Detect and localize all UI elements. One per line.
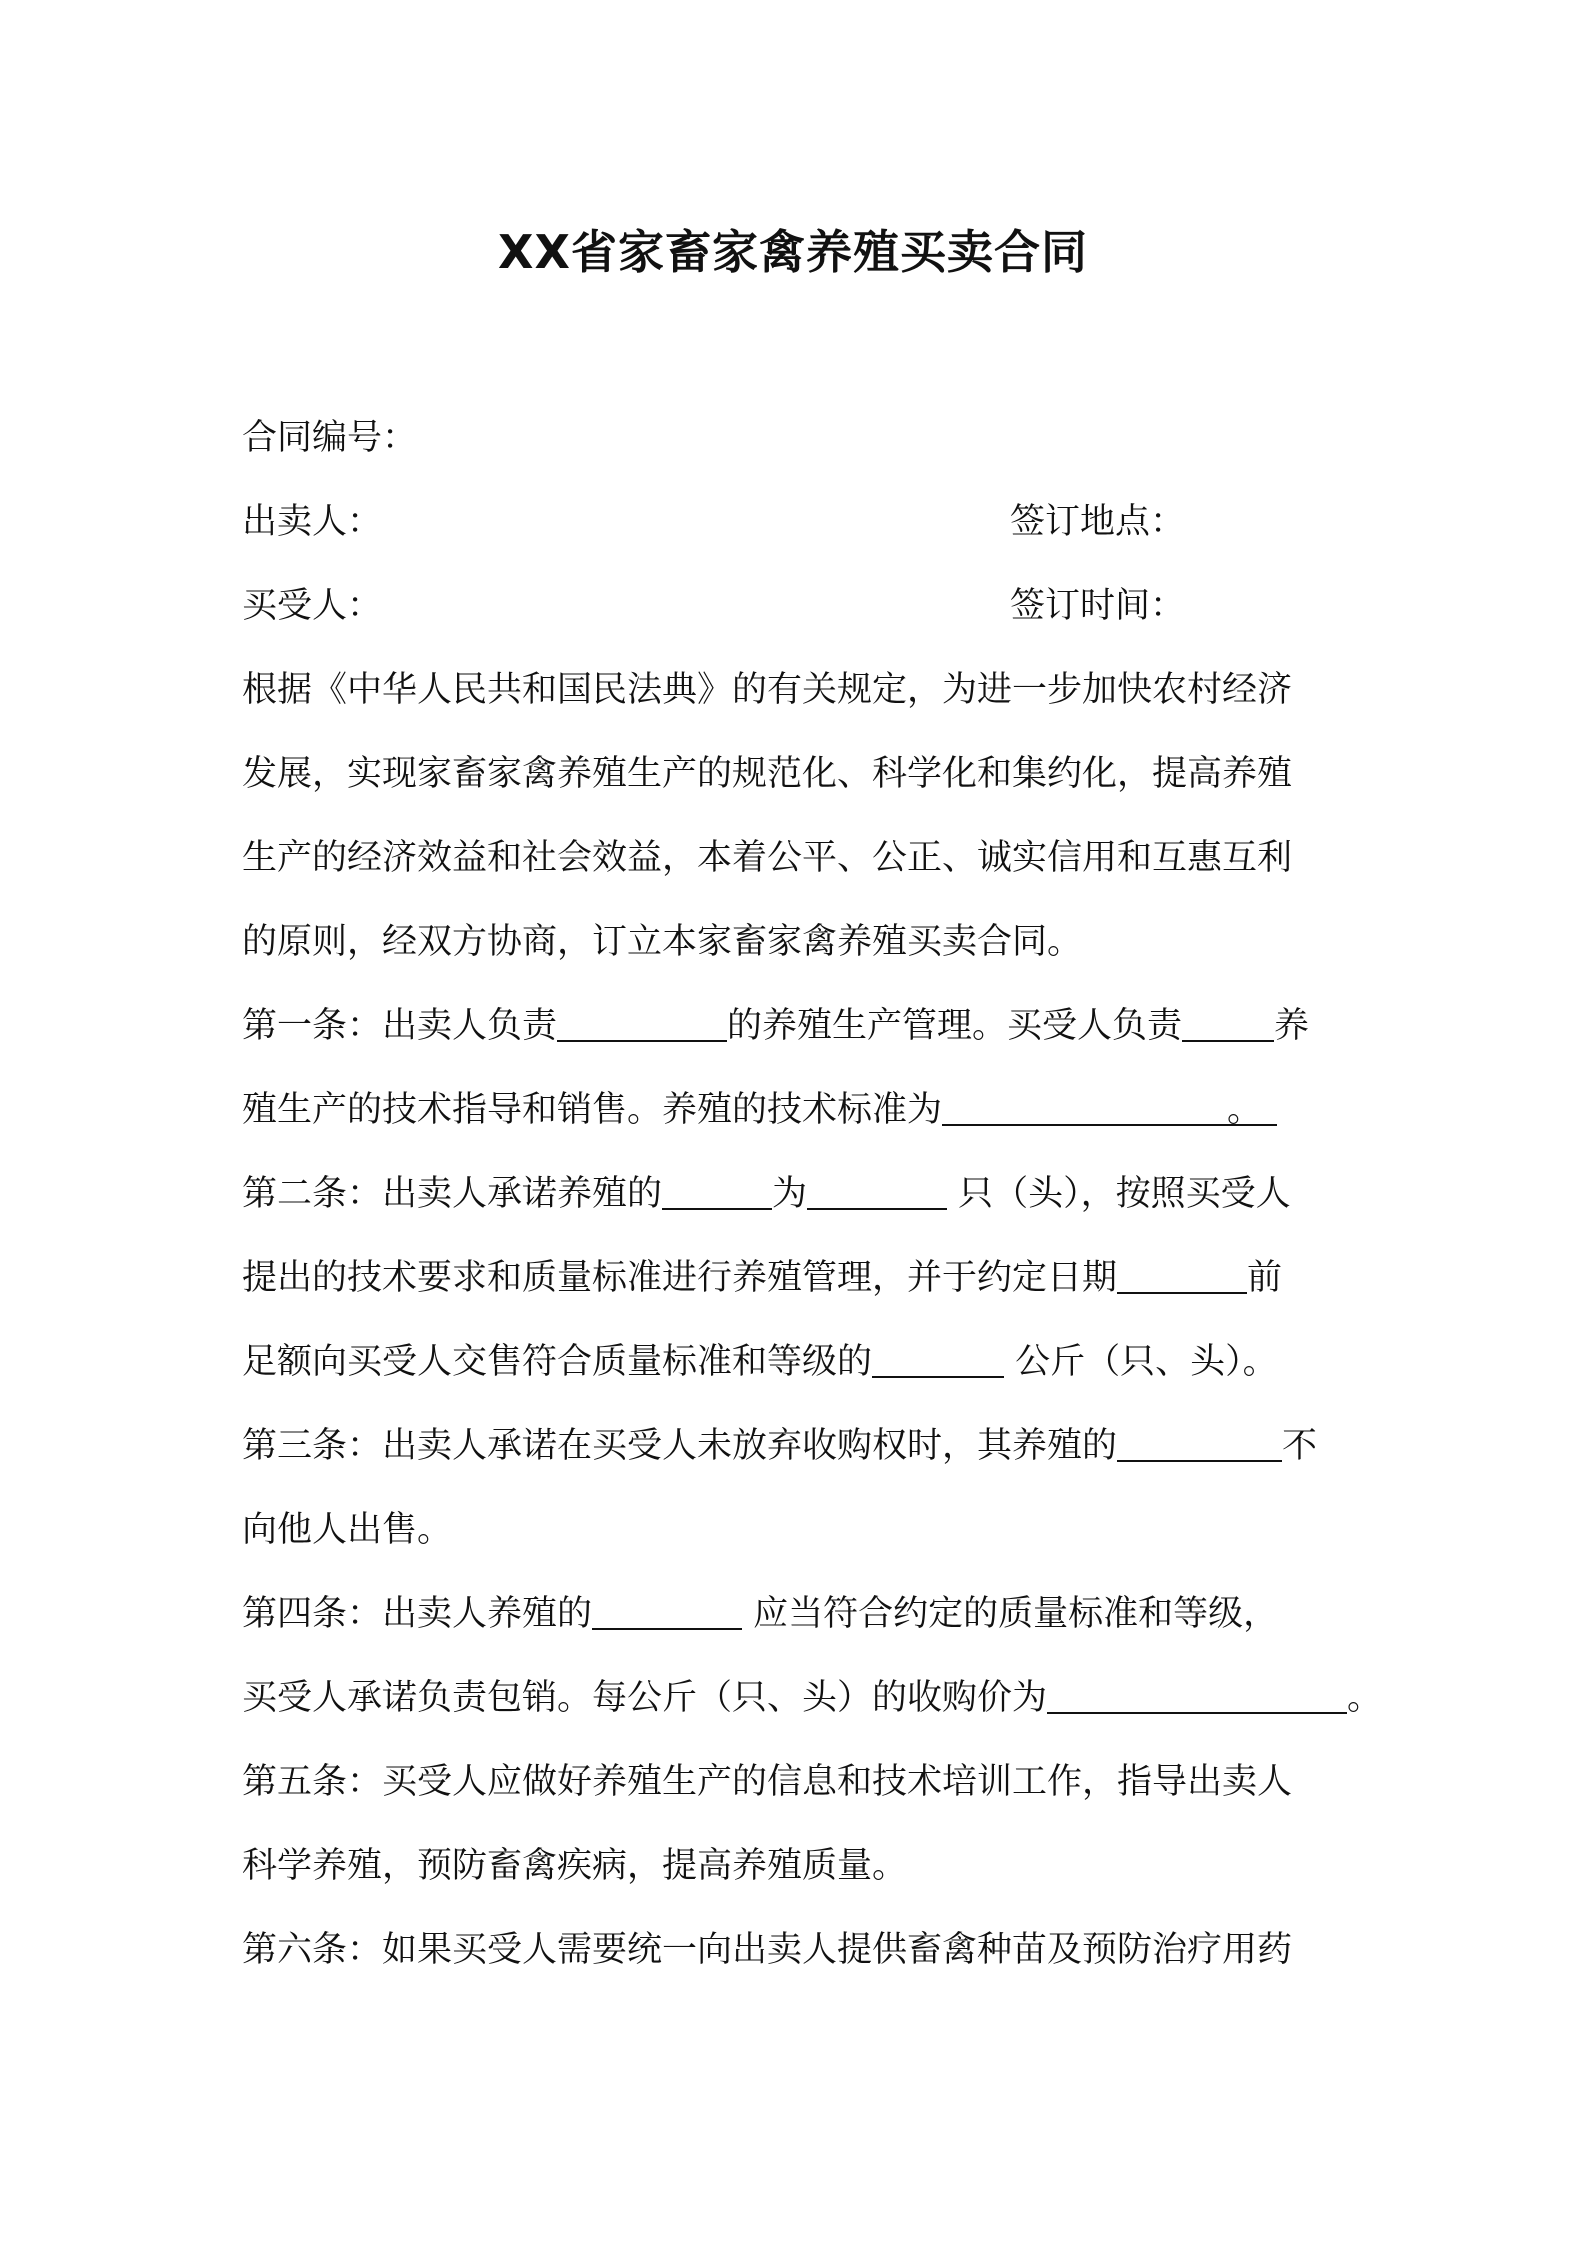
article-2-text: 只（头），按照买受人 — [958, 1174, 1291, 1214]
seller-label: 出卖人： — [242, 502, 383, 542]
document-title: XX省家畜家禽养殖买卖合同 — [498, 225, 1088, 279]
fill-blank[interactable] — [872, 1332, 1004, 1378]
sign-time-label: 签订时间： — [1010, 586, 1186, 626]
article-4-text: 应当符合约定的质量标准和等级， — [753, 1594, 1279, 1634]
article-1-text: 养 — [1274, 1006, 1310, 1046]
article-2-text: 前 — [1247, 1258, 1283, 1298]
article-3-line — [242, 1416, 1317, 1476]
article-5-line: 第五条：买受人应做好养殖生产的信息和技术培训工作，指导出卖人 — [242, 1762, 1293, 1802]
article-3-line: 向他人出售。 — [242, 1510, 453, 1550]
buyer-label: 买受人： — [242, 586, 383, 626]
article-5-line: 科学养殖，预防畜禽疾病，提高养殖质量。 — [242, 1846, 908, 1886]
article-2-text: 为 — [772, 1174, 808, 1214]
article-1-text: 第一条：出卖人负责 — [242, 1006, 558, 1046]
article-1-line — [242, 1080, 1277, 1140]
article-4-text: 第四条：出卖人养殖的 — [242, 1594, 593, 1634]
article-2-line — [242, 1332, 1278, 1392]
fill-blank[interactable] — [592, 1584, 742, 1630]
article-4-line — [242, 1584, 1278, 1644]
fill-blank[interactable] — [1117, 1248, 1247, 1294]
article-2-line — [242, 1248, 1282, 1308]
article-1-line — [242, 996, 1309, 1056]
article-4-text: 。 — [1347, 1678, 1383, 1718]
fill-blank[interactable] — [942, 1080, 1277, 1130]
seller-row — [242, 492, 1342, 552]
article-2-text: 提出的技术要求和质量标准进行养殖管理，并于约定日期 — [242, 1258, 1118, 1298]
article-1-text: 。 — [1227, 1090, 1263, 1130]
article-6-line: 第六条：如果买受人需要统一向出卖人提供畜禽种苗及预防治疗用药 — [242, 1930, 1293, 1970]
fill-blank[interactable] — [557, 996, 727, 1042]
fill-blank[interactable] — [662, 1164, 772, 1210]
article-1-text: 的养殖生产管理。买受人负责 — [727, 1006, 1183, 1046]
fill-blank[interactable] — [1117, 1416, 1282, 1462]
fill-blank[interactable] — [1047, 1668, 1347, 1714]
buyer-row — [242, 576, 1342, 636]
article-2-line — [242, 1164, 1291, 1224]
contract-number-field — [242, 408, 417, 468]
article-2-text: 足额向买受人交售符合质量标准和等级的 — [242, 1342, 873, 1382]
preamble-line: 的原则，经双方协商，订立本家畜家禽养殖买卖合同。 — [242, 922, 1083, 962]
article-1-text: 殖生产的技术指导和销售。养殖的技术标准为 — [242, 1090, 943, 1130]
preamble-line: 根据《中华人民共和国民法典》的有关规定，为进一步加快农村经济 — [242, 670, 1293, 710]
preamble-line: 生产的经济效益和社会效益，本着公平、公正、诚实信用和互惠互利 — [242, 838, 1293, 878]
article-4-line — [242, 1668, 1382, 1728]
article-3-text: 第三条：出卖人承诺在买受人未放弃收购权时，其养殖的 — [242, 1426, 1118, 1466]
contract-number-label: 合同编号： — [242, 418, 418, 458]
sign-place-label: 签订地点： — [1010, 502, 1186, 542]
article-4-text: 买受人承诺负责包销。每公斤（只、头）的收购价为 — [242, 1678, 1048, 1718]
preamble-line: 发展，实现家畜家禽养殖生产的规范化、科学化和集约化，提高养殖 — [242, 754, 1293, 794]
fill-blank[interactable] — [807, 1164, 947, 1210]
article-2-text: 第二条：出卖人承诺养殖的 — [242, 1174, 663, 1214]
article-2-text: 公斤（只、头）。 — [1015, 1342, 1278, 1382]
fill-blank[interactable] — [1182, 996, 1274, 1042]
article-3-text: 不 — [1282, 1426, 1318, 1466]
